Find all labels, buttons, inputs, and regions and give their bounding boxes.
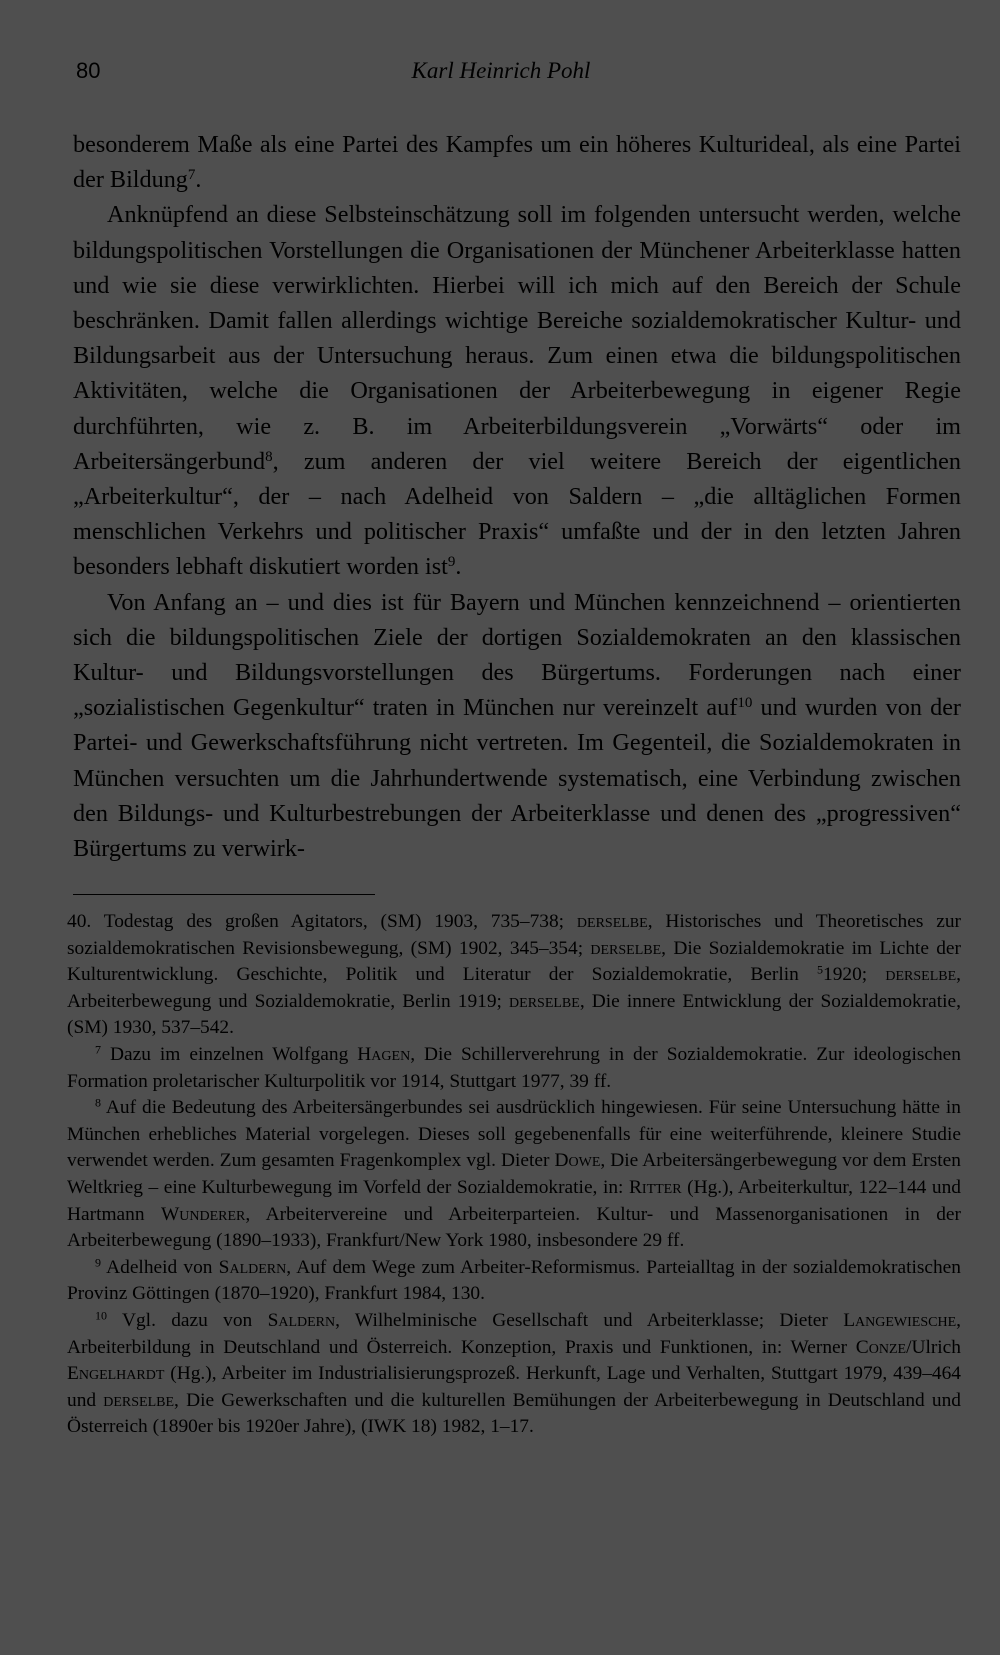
footnotes xyxy=(67,909,961,1441)
footnote-number: 7 xyxy=(95,1042,102,1057)
footnote-text: (Hg.), Arbeiterkultur, 122–144 und Hartmann xyxy=(67,1176,961,1225)
footnote-text: , Arbeiterbewegung und Sozialdemokratie, Berlin 1919; xyxy=(67,964,961,1012)
footnote-continuation xyxy=(67,909,961,1042)
paragraph-1-text-a: besonderem Maße als eine Partei des Kampfes um ein höheres Kulturideal, als eine Partei der Bildung xyxy=(73,131,961,194)
footnote-number: 9 xyxy=(95,1255,102,1270)
footnote-ref-10: 10 xyxy=(737,695,753,711)
footnote-text: , Die innere Entwicklung der Sozialdemokratie, (SM) 1930, 537–542. xyxy=(67,990,961,1039)
footnote-text: (Hg.), Arbeiter im Industrialisierungsprozeß. Herkunft, Lage und Verhalten, Stuttgart 1979, 439–464 und xyxy=(67,1363,961,1411)
footnote-10 xyxy=(67,1308,961,1441)
footnote-text: , Arbeiterbildung in Deutschland und Österreich. Konzeption, Praxis und Funktionen, in: Werner xyxy=(67,1309,961,1358)
paragraph-2-text-a: Anknüpfend an diese Selbsteinschätzung soll im folgenden untersucht werden, welche bildungspolitischen Vorstellungen die Organisationen der Münchener Arbeiterklasse hatten und wie sie diese verwirklichten. Hierbei will ich mich auf den Bereich der Schule beschränken. Damit fallen allerdings wichtige Bereiche sozialdemokratischer Kultur- und Bildungsarbeit aus der Untersuchung heraus. Zum einen etwa die bildungspolitischen Aktivitäten, welche die Organisationen der Arbeiterbewegung in eigener Regie durchführten, wie z. B. im Arbeiterbildungsverein „Vorwärts“ oder im Arbeitersängerbund xyxy=(73,201,961,475)
author-name: Hagen xyxy=(357,1043,411,1065)
footnote-number: 8 xyxy=(95,1095,102,1110)
paragraph-3-text-a: Von Anfang an – und dies ist für Bayern und München kennzeichnend – orientierten sich die bildungspolitischen Ziele der dortigen Sozialdemokraten an den klassischen Kultur- und Bildungsvorstellungen des Bürgertums. Forderungen nach einer „sozialistischen Gegenkultur“ traten in München nur vereinzelt auf xyxy=(73,588,961,722)
running-head: Karl Heinrich Pohl xyxy=(411,58,591,83)
paragraph-1-text-b: . xyxy=(195,166,202,194)
author-name: derselbe xyxy=(509,990,580,1012)
footnote-text: Adelheid von xyxy=(101,1256,219,1278)
paragraph-2-text-b: , zum anderen der viel weitere Bereich der eigentlichen „Arbeiterkultur“, der – nach Adelheid von Saldern – „die alltäglichen Formen menschlichen Verkehrs und politischer Praxis“ umfaßte und der in den letzten Jahren besonders lebhaft diskutiert worden ist xyxy=(73,447,961,581)
footnote-text: , Die Sozialdemokratie im Lichte der Kulturentwicklung. Geschichte, Politik und Literatur der Sozialdemokratie, Berlin xyxy=(67,937,961,986)
footnote-text: 1920; xyxy=(823,964,886,986)
author-name: derselbe xyxy=(576,911,648,932)
author-name: derselbe xyxy=(103,1389,175,1411)
footnote-text: , Die Schillerverehrung in der Sozialdemokratie. Zur ideologischen Formation proletarischer Kulturpolitik vor 1914, Stuttgart 1977, 39 ff. xyxy=(67,1043,961,1092)
footnote-text: , Wilhelminische Gesellschaft und Arbeiterklasse; Dieter xyxy=(335,1309,844,1331)
paragraph-2 xyxy=(73,197,961,584)
footnote-text: Vgl. dazu von xyxy=(107,1309,268,1331)
author-name: Saldern xyxy=(218,1256,287,1278)
paragraph-3 xyxy=(73,585,961,867)
edition-superscript: 5 xyxy=(817,962,824,977)
paragraph-1 xyxy=(73,127,961,197)
footnote-text: , Arbeitervereine und Arbeiterparteien. Kultur- und Massenorganisationen in der Arbeiterbewegung (1890–1933), Frankfurt/New York 1980, insbesondere 29 ff. xyxy=(67,1203,961,1252)
author-name: derselbe xyxy=(590,937,662,959)
author-name: Dowe xyxy=(554,1150,601,1172)
footnote-text: Auf die Bedeutung des Arbeitersängerbundes sei ausdrücklich hingewiesen. Für seine Untersuchung hätte in München erhebliches Material vorgelegen. Dieses soll gegebenenfalls für eine weiterführende, kleinere Studie verwendet werden. Zum gesamten Fragenkomplex vgl. Dieter xyxy=(67,1097,961,1172)
author-name: Engelhardt xyxy=(67,1363,165,1385)
footnote-8 xyxy=(67,1095,961,1255)
author-name: Saldern xyxy=(267,1309,336,1331)
footnote-text: 40. Todestag des großen Agitators, (SM) 1903, 735–738; xyxy=(67,911,577,932)
paragraph-3-text-b: und wurden von der Partei- und Gewerkschaftsführung nicht vertreten. Im Gegenteil, die Sozialdemokraten in München versuchten um die Jahrhundertwende systematisch, eine Verbindung zwischen den Bildungs- und Kulturbestrebungen der Arbeiterklasse und denen des „progressiven“ Bürgertums zu verwirk- xyxy=(73,694,961,863)
footnote-ref-9: 9 xyxy=(447,554,456,571)
page-header xyxy=(76,58,926,92)
footnote-7 xyxy=(67,1042,961,1095)
author-name: Langewiesche xyxy=(843,1309,957,1331)
footnote-text: , Historisches und Theoretisches zur sozialdemokratischen Revisionsbewegung, (SM) 1902, 345–354; xyxy=(67,911,961,959)
paragraph-2-text-c: . xyxy=(455,553,462,581)
footnote-text: /Ulrich xyxy=(906,1336,961,1358)
page-number: 80 xyxy=(76,58,101,83)
footnote-separator xyxy=(73,894,375,895)
footnote-ref-7: 7 xyxy=(187,166,196,183)
footnote-text: , Auf dem Wege zum Arbeiter-Reformismus. Parteialltag in der sozialdemokratischen Provinz Göttingen (1870–1920), Frankfurt 1984, 130. xyxy=(67,1256,961,1305)
author-name: derselbe xyxy=(885,964,957,986)
author-name: Ritter xyxy=(628,1176,682,1198)
author-name: Wunderer xyxy=(160,1203,246,1225)
main-text xyxy=(73,127,961,866)
footnote-number: 10 xyxy=(95,1308,108,1323)
footnote-text: Dazu im einzelnen Wolfgang xyxy=(101,1043,358,1065)
footnote-text: , Die Arbeitersängerbewegung vor dem Ersten Weltkrieg – eine Kulturbewegung im Vorfeld der Sozialdemokratie, in: xyxy=(67,1150,961,1198)
footnote-text: , Die Gewerkschaften und die kulturellen Bemühungen der Arbeiterbewegung in Deutschland und Österreich (1890er bis 1920er Jahre), (IWK 18) 1982, 1–17. xyxy=(67,1389,961,1438)
footnote-9 xyxy=(67,1255,961,1308)
author-name: Conze xyxy=(855,1336,907,1358)
footnote-ref-8: 8 xyxy=(265,448,273,465)
